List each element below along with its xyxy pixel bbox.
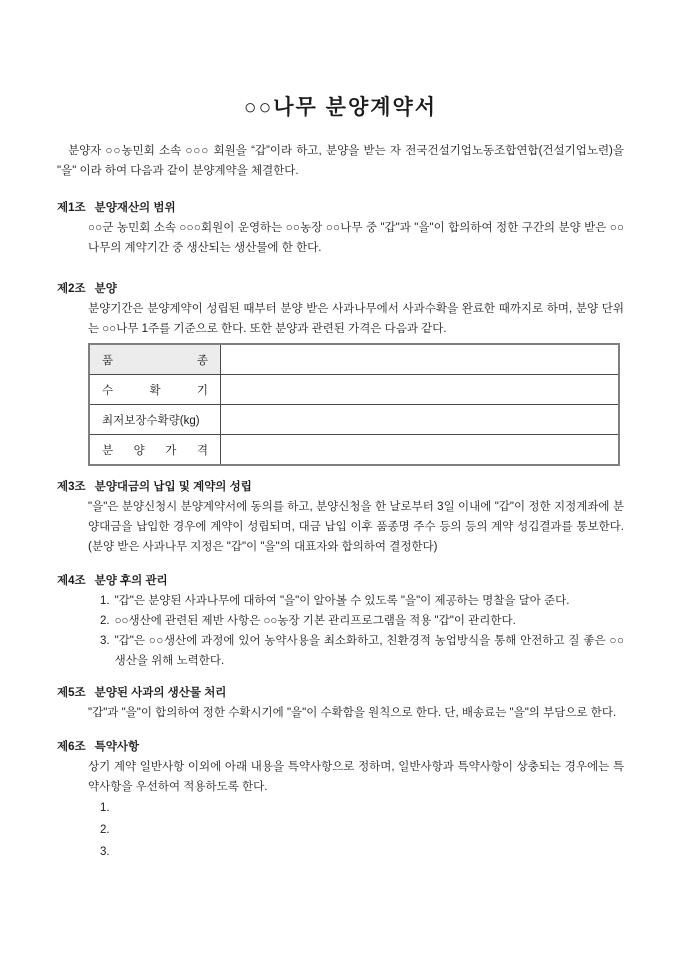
article-1-heading: 분양재산의 범위 (94, 202, 176, 214)
article-4-label: 제4조 (57, 575, 86, 587)
price-table-row-sale-price (89, 435, 619, 466)
price-table-row-breed (89, 344, 619, 375)
article-6-special-item-3: 3. (100, 846, 110, 858)
article-2-head (57, 279, 624, 299)
price-table-value-min-guaranteed-yield (221, 405, 620, 435)
article-5-heading: 분양된 사과의 생산물 처리 (94, 687, 227, 699)
article-6 (57, 737, 624, 863)
item-text: "갑"은 분양된 사과나무에 대하여 "을"이 알아볼 수 있도록 "을"이 제공하는 명찰을 달아 준다. (114, 595, 570, 607)
article-1-body: ○○군 농민회 소속 ○○○회원이 운영하는 ○○농장 ○○나무 중 "갑"과 "을"이 합의하여 정한 구간의 분양 받은 ○○나무의 계약기간 중 생산되는 생산물에 한 한다. (88, 222, 624, 254)
article-3 (57, 477, 624, 557)
article-3-body: "을"은 분양신청시 분양계약서에 동의를 하고, 분양신청을 한 날로부터 3일 이내에 "갑"이 정한 지정계좌에 분양대금을 납입한 경우에 계약이 성립되며, 대금 납입 이후 품종명 주수 등의 등의 계약 성깁결과를 통보한다. (분양 받은 사과나무 지정은 "갑"이 "을"의 대표자와 합의하여 결정한다) (88, 501, 624, 553)
article-3-label: 제3조 (57, 481, 86, 493)
article-1 (57, 198, 624, 258)
article-1-head (57, 198, 624, 218)
price-table-label-sale-price: 분 양 가 격 (89, 435, 221, 466)
article-2-body: 분양기간은 분양계약이 성립된 때부터 분양 받은 사과나무에서 사과수확을 완료한 때까지로 하며, 분양 단위는 ○○나무 1주를 기준으로 한다. 또한 분양과 관련된 가격은 다음과 같다. (88, 303, 624, 335)
item-number: 1. (100, 595, 110, 607)
item-number: 2. (100, 615, 110, 627)
price-table-label-min-guaranteed-yield: 최저보장수확량(kg) (89, 405, 221, 435)
article-4-item-3 (100, 631, 624, 671)
item-text: ○○생산에 관련된 제반 사항은 ○○농장 기본 관리프로그램을 적용 "갑"이 관리한다. (114, 615, 516, 627)
article-2-heading: 분양 (94, 283, 117, 295)
price-table-row-min-guaranteed-yield (89, 405, 619, 435)
document-title: ○○나무 분양계약서 (243, 96, 438, 119)
article-6-head (57, 737, 624, 757)
price-table-label-breed: 품 종 (89, 344, 221, 375)
price-table-value-harvest-season (221, 375, 620, 405)
article-4-item-1 (100, 591, 624, 611)
item-text: "갑"은 ○○생산에 과정에 있어 농약사용을 최소화하고, 친환경적 농업방식을 통해 안전하고 질 좋은 ○○생산을 위해 노력한다. (114, 635, 624, 667)
article-4-item-2 (100, 611, 624, 631)
article-2 (57, 279, 624, 466)
article-3-head (57, 477, 624, 497)
article-6-special-item-1: 1. (100, 802, 110, 814)
article-4 (57, 571, 624, 671)
article-5 (57, 683, 624, 723)
article-5-head (57, 683, 624, 703)
intro-paragraph: 분양자 ○○농민회 소속 ○○○ 회원을 “갑”이라 하고, 분양을 받는 자 전국건설기업노동조합연합(건설기업노련)을 "을" 이라 하여 다음과 같이 분양계약을 체결한다. (57, 145, 624, 177)
article-2-label: 제2조 (57, 283, 86, 295)
price-table-value-breed (221, 344, 620, 375)
article-5-body: "갑"과 "을"이 합의하여 정한 수확시기에 "을"이 수확함을 원칙으로 한다. 단, 배송료는 "을"의 부담으로 한다. (88, 707, 617, 719)
price-table-label-harvest-season: 수 확 기 (89, 375, 221, 405)
price-table-row-harvest-season (89, 375, 619, 405)
article-6-label: 제6조 (57, 741, 86, 753)
article-4-heading: 분양 후의 관리 (94, 575, 168, 587)
price-table (88, 343, 620, 466)
article-3-heading: 분양대금의 납입 및 계약의 성립 (94, 481, 252, 493)
article-6-special-item-2: 2. (100, 824, 110, 836)
article-1-label: 제1조 (57, 202, 86, 214)
article-6-body: 상기 계약 일반사항 이외에 아래 내용을 특약사항으로 정하며, 일반사항과 특약사항이 상충되는 경우에는 특약사항을 우선하여 적용하도록 한다. (88, 761, 624, 793)
article-6-heading: 특약사항 (94, 741, 140, 753)
article-5-label: 제5조 (57, 687, 86, 699)
article-4-head (57, 571, 624, 591)
item-number: 3. (100, 635, 110, 647)
price-table-value-sale-price (221, 435, 620, 466)
